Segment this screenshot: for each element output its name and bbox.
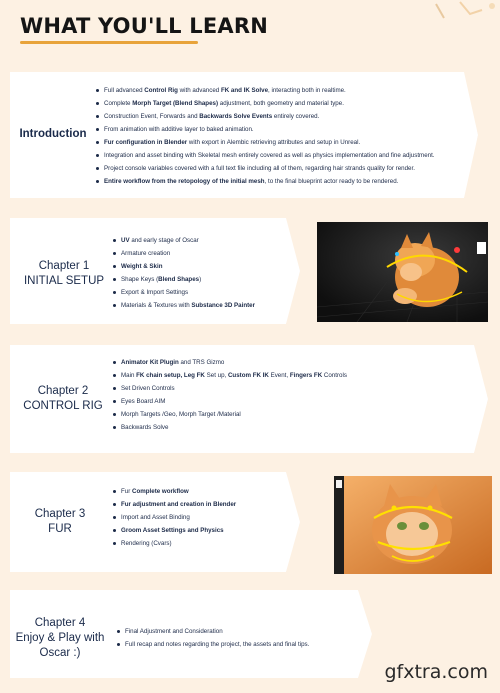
text: Armature creation	[121, 250, 171, 257]
text: )	[199, 276, 202, 283]
bold-text: Weight & Skin	[121, 263, 163, 270]
chapter2-title	[14, 384, 112, 414]
text: Event,	[268, 372, 290, 379]
list-item	[112, 421, 347, 434]
list-item	[116, 638, 309, 651]
chapter3-title	[14, 507, 106, 537]
text: Backwards Solve	[121, 424, 169, 431]
chapter2-list	[112, 356, 347, 434]
bold-text: Morph Target (Blend Shapes)	[132, 100, 219, 107]
text: Full recap and notes regarding the project, the assets and final tips.	[125, 641, 310, 648]
chapter1-title-line1: Chapter 1	[38, 260, 90, 272]
list-item	[95, 175, 435, 188]
chapter4-title-line1: Chapter 4	[34, 617, 86, 629]
text: Eyes Board AIM	[121, 398, 166, 405]
list-item	[112, 537, 236, 550]
text: Main	[121, 372, 137, 379]
text: Final Adjustment and Consideration	[125, 628, 223, 635]
chapter4-title-line2: Enjoy & Play with	[15, 632, 105, 644]
list-item	[112, 511, 236, 524]
list-item	[95, 149, 435, 162]
chapter3-thumbnail	[334, 476, 492, 574]
bold-text: Fur adjustment and creation in Blender	[121, 501, 237, 508]
text: From animation with additive layer to baked animation.	[104, 126, 254, 133]
title-underline	[20, 41, 198, 44]
chapter3-title-line1: Chapter 3	[34, 508, 86, 520]
list-item	[112, 356, 347, 369]
text: Construction Event, Forwards and	[104, 113, 200, 120]
text: Set Driven Controls	[121, 385, 175, 392]
list-item	[116, 625, 309, 638]
chapter1-list	[112, 234, 255, 312]
list-item	[112, 299, 255, 312]
bold-text: Control Rig	[144, 87, 178, 94]
list-item	[95, 162, 435, 175]
bold-text: Fingers FK	[289, 372, 323, 379]
list-item	[112, 395, 347, 408]
text: Set up,	[204, 372, 228, 379]
list-item	[112, 369, 347, 382]
text: with advanced	[177, 87, 221, 94]
bold-text: Animator Kit Plugin	[121, 359, 179, 366]
bold-text: Custom FK IK	[227, 372, 269, 379]
text: , to the final blueprint actor ready to be rendered.	[264, 178, 399, 185]
text: Export & Import Settings	[121, 289, 189, 296]
chapter2-title-line2: CONTROL RIG	[23, 400, 103, 412]
list-item	[95, 110, 435, 123]
list-item	[112, 524, 236, 537]
chapter4-title	[8, 616, 112, 661]
text: Import and Asset Binding	[121, 514, 190, 521]
text: adjustment, both geometry and material type.	[218, 100, 344, 107]
list-item	[112, 382, 347, 395]
list-item	[112, 498, 236, 511]
page-title: WHAT YOU'LL LEARN	[20, 14, 268, 38]
chapter1-thumbnail	[317, 222, 488, 322]
bold-text: FK chain setup, Leg FK	[136, 372, 205, 379]
chapter1-title	[18, 259, 110, 289]
chapter4-list	[116, 625, 309, 651]
text: Fur	[121, 488, 133, 495]
list-item	[95, 97, 435, 110]
text: , interacting both in realtime.	[268, 87, 346, 94]
bold-text: FK and IK Solve	[220, 87, 269, 94]
chapter2-title-line1: Chapter 2	[37, 385, 89, 397]
text: with export in Alembic retrieving attributes and setup in Unreal.	[187, 139, 361, 146]
bold-text: UV	[121, 237, 130, 244]
bold-text: Blend Shapes	[158, 276, 200, 283]
bold-text: Substance 3D Painter	[191, 302, 256, 309]
text: Shape Keys (	[121, 276, 159, 283]
watermark-text: gfxtra.com	[384, 661, 488, 683]
list-item	[112, 273, 255, 286]
chapter3-list	[112, 485, 236, 550]
list-item	[112, 260, 255, 273]
list-item	[95, 136, 435, 149]
list-item	[112, 234, 255, 247]
text: Materials & Textures with	[121, 302, 192, 309]
bold-text: Groom Asset Settings and Physics	[121, 527, 224, 534]
chapter1-title-line2: INITIAL SETUP	[23, 275, 105, 287]
bold-text: Fur configuration in Blender	[104, 139, 188, 146]
list-item	[95, 123, 435, 136]
bold-text: Entire workflow from the retopology of the initial mesh	[104, 178, 265, 185]
text: entirely covered.	[272, 113, 320, 120]
bold-text: Backwards Solve Events	[199, 113, 273, 120]
decorative-doodle	[430, 0, 500, 24]
bold-text: Complete workflow	[132, 488, 189, 495]
list-item	[95, 84, 435, 97]
text: Integration and asset binding with Skeletal mesh entirely covered as well as physics implementation and fine adjustment.	[104, 152, 435, 159]
introduction-title: Introduction	[19, 128, 87, 140]
text: Project console variables covered with a full text file including all of them, regarding hair strands quality for render.	[104, 165, 415, 172]
text: and early stage of Oscar	[129, 237, 199, 244]
chapter3-title-line2: FUR	[48, 523, 72, 535]
text: Complete	[104, 100, 133, 107]
chapter4-title-line3: Oscar :)	[39, 647, 81, 659]
text: Full advanced	[104, 87, 145, 94]
text: Morph Targets /Geo, Morph Target /Material	[121, 411, 241, 418]
list-item	[112, 247, 255, 260]
text: Rendering (Cvars)	[121, 540, 172, 547]
list-item	[112, 485, 236, 498]
introduction-list	[95, 84, 435, 188]
text: and TRS Gizmo	[178, 359, 225, 366]
list-item	[112, 286, 255, 299]
text: Controls	[322, 372, 347, 379]
list-item	[112, 408, 347, 421]
